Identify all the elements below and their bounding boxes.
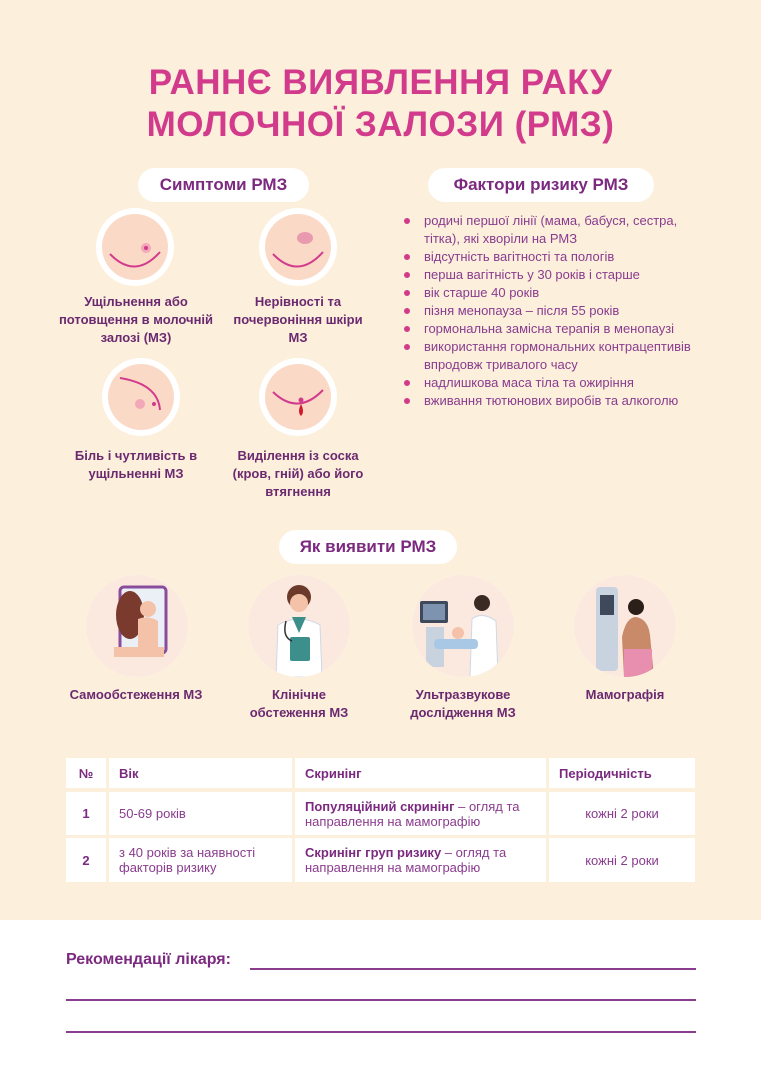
table-row-1-period: кожні 2 роки [549, 792, 695, 835]
risk-factor-item: пізня менопауза – після 55 років [404, 302, 704, 320]
screening-description: – огляд та направлення на мамографію [305, 798, 520, 829]
symptom-label-lump: Ущільнення або потовщення в молочній залозі (МЗ) [58, 294, 214, 345]
method-label-mammography: Мамографія [585, 687, 665, 702]
recommendations-line-1 [250, 968, 696, 970]
recommendations-line-3 [66, 1031, 696, 1033]
table-row-1-num: 1 [66, 792, 106, 835]
table-row-2-period: кожні 2 роки [549, 838, 695, 882]
risk-factor-item: використання гормональних контрацептивів впродовж тривалого часу [404, 338, 704, 374]
table-header-screening: Скринінг [295, 758, 546, 788]
table-row-1-age: 50-69 років [109, 792, 292, 835]
doctor-icon [248, 575, 350, 677]
method-label-self-exam: Самообстеження МЗ [69, 687, 203, 702]
method-label-ultrasound: Ультразвукове дослідження МЗ [410, 687, 516, 720]
risk-factor-item: перша вагітність у 30 років і старше [404, 266, 704, 284]
risk-factor-item: родичі першої лінії (мама, бабуся, сестра, тітка), які хворіли на РМЗ [404, 212, 704, 248]
table-row-2-num: 2 [66, 838, 106, 882]
breast-pain-icon [102, 358, 180, 436]
table-header-period: Періодичність [549, 758, 695, 788]
symptoms-heading: Симптоми РМЗ [138, 168, 309, 202]
risk-factor-item: вживання тютюнових виробів та алкоголю [404, 392, 704, 410]
risk-factor-item: вік старше 40 років [404, 284, 704, 302]
method-label-clinical: Клінічне обстеження МЗ [249, 687, 349, 720]
self-exam-icon [86, 575, 188, 677]
detection-heading: Як виявити РМЗ [279, 530, 457, 564]
symptom-label-redness: Нерівності та почервоніння шкіри МЗ [233, 294, 363, 345]
table-row-2-age: з 40 років за наявності факторів ризику [109, 838, 292, 882]
screening-type: Популяційний скринінг [305, 798, 455, 814]
screening-description: – огляд та направлення на мамографію [305, 845, 507, 875]
title-line-2: МОЛОЧНОЇ ЗАЛОЗИ (РМЗ) [146, 105, 615, 144]
risk-factors-list [404, 212, 704, 410]
risk-factor-item: гормональна замісна терапія в менопаузі [404, 320, 704, 338]
table-header-age: Вік [109, 758, 292, 788]
recommendations-line-2 [66, 999, 696, 1001]
symptom-label-discharge: Виділення із соска (кров, гній) або його втягнення [232, 448, 364, 499]
symptom-label-pain: Біль і чутливість в ущільненні МЗ [74, 448, 198, 481]
breast-lump-icon [96, 208, 174, 286]
nipple-discharge-icon [259, 358, 337, 436]
ultrasound-icon [412, 575, 514, 677]
page-title [0, 62, 761, 146]
table-row-1-screening [295, 792, 546, 835]
risk-factor-item: надлишкова маса тіла та ожиріння [404, 374, 704, 392]
table-header-num: № [66, 758, 106, 788]
screening-type: Скринінг груп ризику [305, 845, 442, 860]
risk-factors-heading: Фактори ризику РМЗ [428, 168, 654, 202]
mammography-icon [574, 575, 676, 677]
table-row-2-screening [295, 838, 546, 882]
risk-factor-item: відсутність вагітності та пологів [404, 248, 704, 266]
breast-redness-icon [259, 208, 337, 286]
recommendations-label: Рекомендації лікаря: [66, 951, 231, 968]
title-line-1: РАННЄ ВИЯВЛЕННЯ РАКУ [148, 63, 613, 102]
